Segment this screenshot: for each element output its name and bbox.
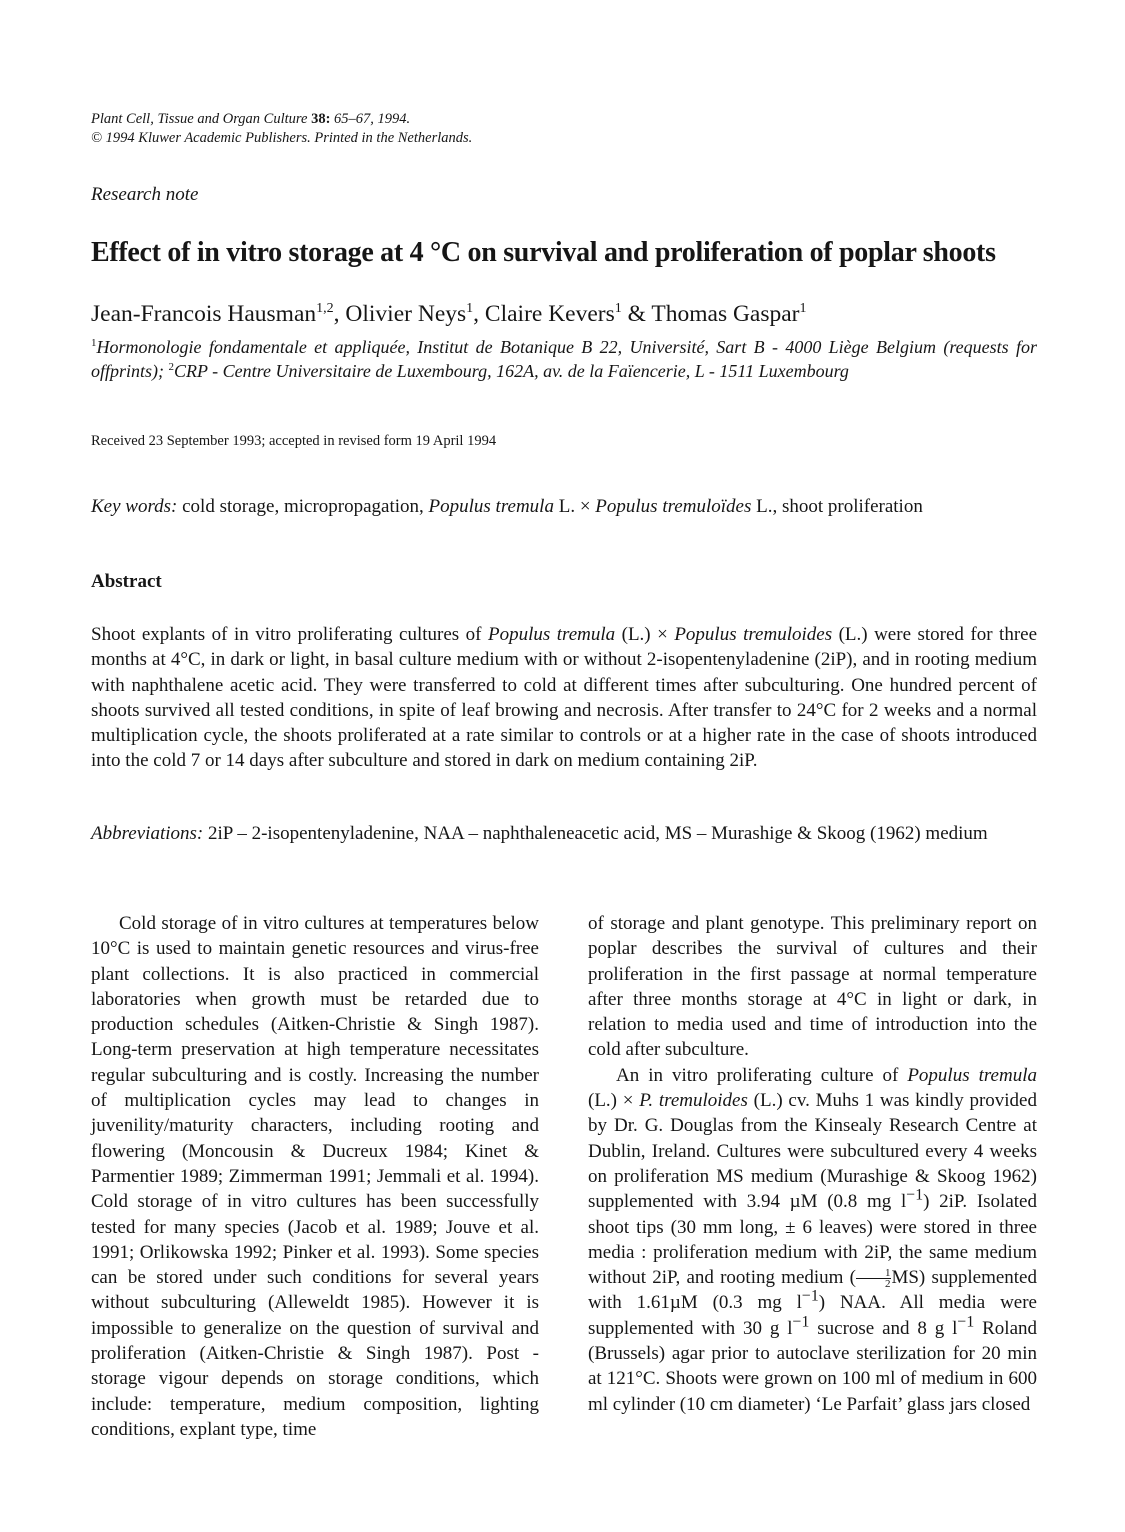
received-dates: Received 23 September 1993; accepted in revised form 19 April 1994 <box>91 433 497 449</box>
abstract-body <box>91 622 1037 774</box>
author-separator: , <box>333 301 346 327</box>
author-list <box>91 301 807 328</box>
article-type: Research note <box>91 184 199 205</box>
body-text: (L.) cv. Muhs 1 was kindly provided by Dr. G. Douglas from the Kinsealy Research Centre at Dublin, Ireland. Cultures were subcultured every 4 weeks on proliferation MS medium (Murashige & Skoog 1962) supplemented with 3.94 µM (0.8 mg l <box>588 1090 1037 1213</box>
body-text: (L.) × <box>588 1090 640 1112</box>
abstract-text: (L.) × <box>615 624 675 645</box>
fraction-numerator: 1 <box>856 1268 892 1279</box>
fraction-half <box>856 1268 892 1289</box>
author-1: Jean-Francois Hausman <box>91 301 317 327</box>
author-4-affil: 1 <box>799 301 807 317</box>
abstract-species: Populus tremula <box>487 624 616 645</box>
article-title: Effect of in vitro storage at 4 °C on survival and proliferation of poplar shoots <box>91 237 996 268</box>
affil-1-text: Hormonologie fondamentale et appliquée, Institut de Botanique B 22, Université, Sart B - 4000 Liège Belgium (requests for offprints); <box>91 337 1037 381</box>
body-superscript: −1 <box>957 1313 975 1331</box>
abstract-species: Populus tremuloides <box>674 624 833 645</box>
body-paragraph <box>588 1063 1037 1417</box>
fraction-denominator: 2 <box>884 1278 891 1291</box>
body-column-left <box>91 911 539 1442</box>
journal-line <box>91 110 472 129</box>
keywords-species: Populus tremuloïdes <box>595 496 752 517</box>
keywords <box>91 496 923 518</box>
body-paragraph: Cold storage of in vitro cultures at temperatures below 10°C is used to maintain genetic resources and virus-free plant collections. It is also practiced in commercial laboratories when growth must be retarded due to production schedules (Aitken-Christie & Singh 1987). Long-term preservation at high temperature necessitates regular subculturing and is costly. Increasing the number of multiplication cycles may lead to changes in juvenility/maturity characters, including rooting and flowering (Moncousin & Ducreux 1984; Kinet & Parmentier 1989; Zimmerman 1991; Jemmali et al. 1994). Cold storage of in vitro cultures has been successfully tested for many species (Jacob et al. 1989; Jouve et al. 1991; Orlikowska 1992; Pinker et al. 1993). Some species can be stored under such conditions for several years without subculturing (Alleweldt 1985). However it is impossible to generalize on the question of survival and proliferation (Aitken-Christie & Singh 1987). Post -storage vigour depends on storage conditions, which include: temperature, medium composition, lighting conditions, explant type, time <box>91 913 539 1440</box>
body-superscript: −1 <box>792 1313 810 1331</box>
journal-volume: 38: <box>311 111 331 127</box>
body-text: MS) supplemented with 1.61µM (0.3 mg l <box>588 1267 1037 1314</box>
journal-name: Plant Cell, Tissue and Organ Culture <box>91 111 308 127</box>
body-species: P. tremuloides <box>639 1090 748 1112</box>
author-2-affil: 1 <box>466 301 474 317</box>
keywords-species: Populus tremula <box>428 496 554 517</box>
keywords-text: L., shoot proliferation <box>751 496 923 517</box>
author-separator: , <box>473 301 485 327</box>
keywords-text: cold storage, micropropagation, <box>177 496 429 517</box>
abbreviations-label: Abbreviations: <box>91 823 204 844</box>
affil-1-mark: 1 <box>91 337 97 349</box>
author-2: Olivier Neys <box>345 301 467 327</box>
author-4: Thomas Gaspar <box>651 301 800 327</box>
copyright-line: © 1994 Kluwer Academic Publishers. Printed in the Netherlands. <box>91 130 473 146</box>
keywords-text: L. × <box>553 496 596 517</box>
affil-2-text: CRP - Centre Universitaire de Luxembourg, 162A, av. de la Faïencerie, L - 1511 Luxembourg <box>174 361 849 381</box>
body-text: ) 2iP. Isolated shoot tips (30 mm long, ± 6 leaves) were stored in three media : proliferation medium with 2iP, the same medium without 2iP, and rooting medium ( <box>588 1191 1037 1289</box>
keywords-label: Key words: <box>91 496 178 517</box>
body-text: ) NAA. All media were supplemented with 30 g l <box>588 1292 1037 1339</box>
body-column-right <box>588 911 1037 1417</box>
body-text: sucrose and 8 g l <box>809 1317 958 1339</box>
body-species: Populus tremula <box>907 1064 1037 1086</box>
affiliations <box>91 335 1037 383</box>
body-text: Roland (Brussels) agar prior to autoclave sterilization for 20 min at 121°C. Shoots were grown on 100 ml of medium in 600 ml cylinder (10 cm diameter) ‘Le Parfait’ glass jars closed <box>588 1317 1037 1415</box>
author-3: Claire Kevers <box>484 301 615 327</box>
author-3-affil: 1 <box>614 301 622 317</box>
journal-pages: 65–67, 1994. <box>334 111 411 127</box>
body-text: An in vitro proliferating culture of <box>616 1064 908 1086</box>
body-superscript: −1 <box>906 1186 924 1204</box>
author-separator: & <box>621 301 652 327</box>
abstract-heading: Abstract <box>91 571 162 592</box>
abbreviations-text: 2iP – 2-isopentenyladenine, NAA – naphthaleneacetic acid, MS – Murashige & Skoog (1962) medium <box>203 823 988 844</box>
affil-2-mark: 2 <box>168 361 175 373</box>
journal-citation <box>91 110 472 148</box>
body-superscript: −1 <box>801 1288 819 1306</box>
abbreviations <box>91 821 1037 846</box>
abstract-text: Shoot explants of in vitro proliferating cultures of <box>91 624 488 645</box>
author-1-affil: 1,2 <box>316 301 334 317</box>
body-paragraph: of storage and plant genotype. This preliminary report on poplar describes the survival of cultures and their proliferation in the first passage at normal temperature after three months storage at 4°C in light or dark, in relation to media used and time of introduction into the cold after subculture. <box>588 913 1037 1061</box>
abstract-text: (L.) were stored for three months at 4°C, in dark or light, in basal culture medium with or without 2-isopentenyladenine (2iP), and in rooting medium with naphthalene acetic acid. They were transferred to cold at different times after subculturing. One hundred percent of shoots survived all tested conditions, in spite of leaf browing and necrosis. After transfer to 24°C for 2 weeks and a normal multiplication cycle, the shoots proliferated at a rate similar to controls or at a higher rate in the case of shoots introduced into the cold 7 or 14 days after subculture and stored in dark on medium containing 2iP. <box>91 624 1038 772</box>
